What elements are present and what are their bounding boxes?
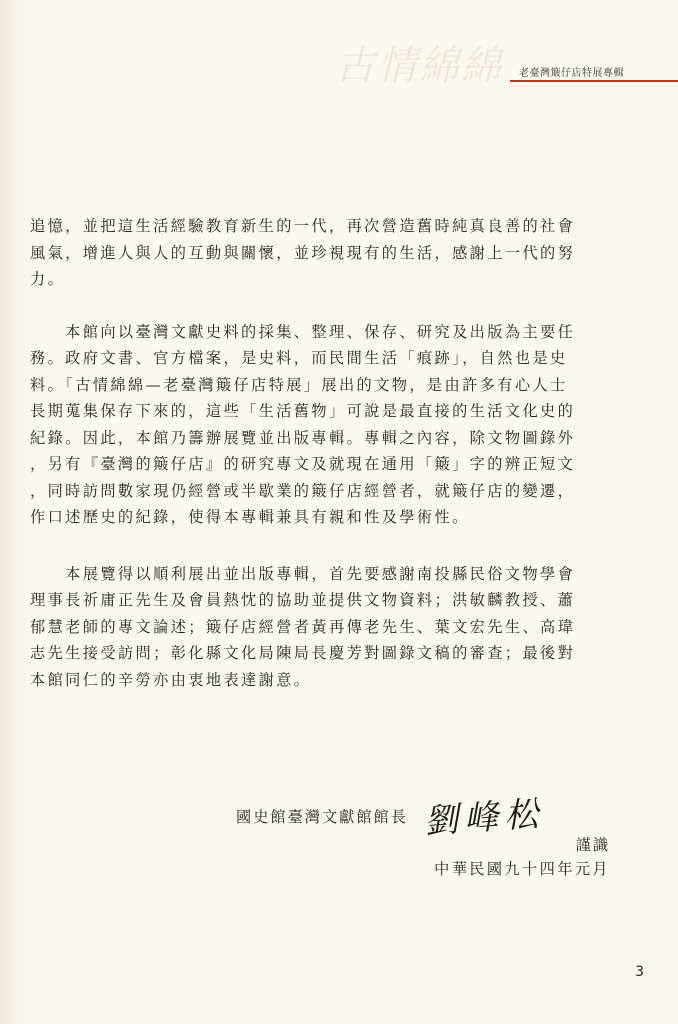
signature-block: [236, 793, 616, 880]
header-calligraphy-watermark: 古情綿綿: [335, 43, 503, 89]
paragraph-1: 追憶，並把這生活經驗教育新生的一代，再次營造舊時純真良善的社會 風氣，增進人與人的互動與關懷，並珍視現有的生活，感謝上一代的努 力。: [30, 217, 576, 288]
paragraph-2: 本館向以臺灣文獻史料的採集、整理、保存、研究及出版為主要任 務。政府文書、官方檔案，是史料，而民間生活「痕跡」，自然也是史 料。「古情綿綿—老臺灣簸仔店特展」展出的文物，是由許多有心人士 長期蒐集保存下來的，這些「生活舊物」可說是最直接的生活文化史的 紀錄。因此，本館乃籌辦展覽並出版專輯。專輯之內容，除文物圖錄外 ，另有『臺灣的簸仔店』的研究專文及就現在通用「簸」字的辨正短文 ，同時訪問數家現仍經營或半歇業的簸仔店經營者，就簸仔店的變遷， 作口述歷史的紀錄，使得本專輯兼具有親和性及學術性。: [30, 322, 576, 526]
signer-office: 國史館臺灣文獻館館長: [236, 808, 408, 826]
signature-date: 中華民國九十四年元月: [434, 860, 610, 878]
body-text: [30, 213, 620, 693]
header-rule-line: [510, 80, 678, 82]
handwritten-signature: 劉峰松: [422, 793, 546, 843]
signature-respect: 謹識: [575, 836, 610, 854]
page-number: 3: [635, 964, 644, 980]
running-header-title: 老臺灣簸仔店特展專輯: [519, 68, 624, 79]
paragraph-3: 本展覽得以順利展出並出版專輯，首先要感謝南投縣民俗文物學會 理事長祈庸正先生及會員熱忱的協助並提供文物資料；洪敏麟教授、蕭 郁慧老師的專文論述；簸仔店經營者黃再傳老先生、葉文宏先生、高瑋 志先生接受訪問；彰化縣文化局陳局長慶芳對圖錄文稿的審查；最後對 本館同仁的辛勞亦由衷地表達謝意。: [30, 564, 576, 689]
